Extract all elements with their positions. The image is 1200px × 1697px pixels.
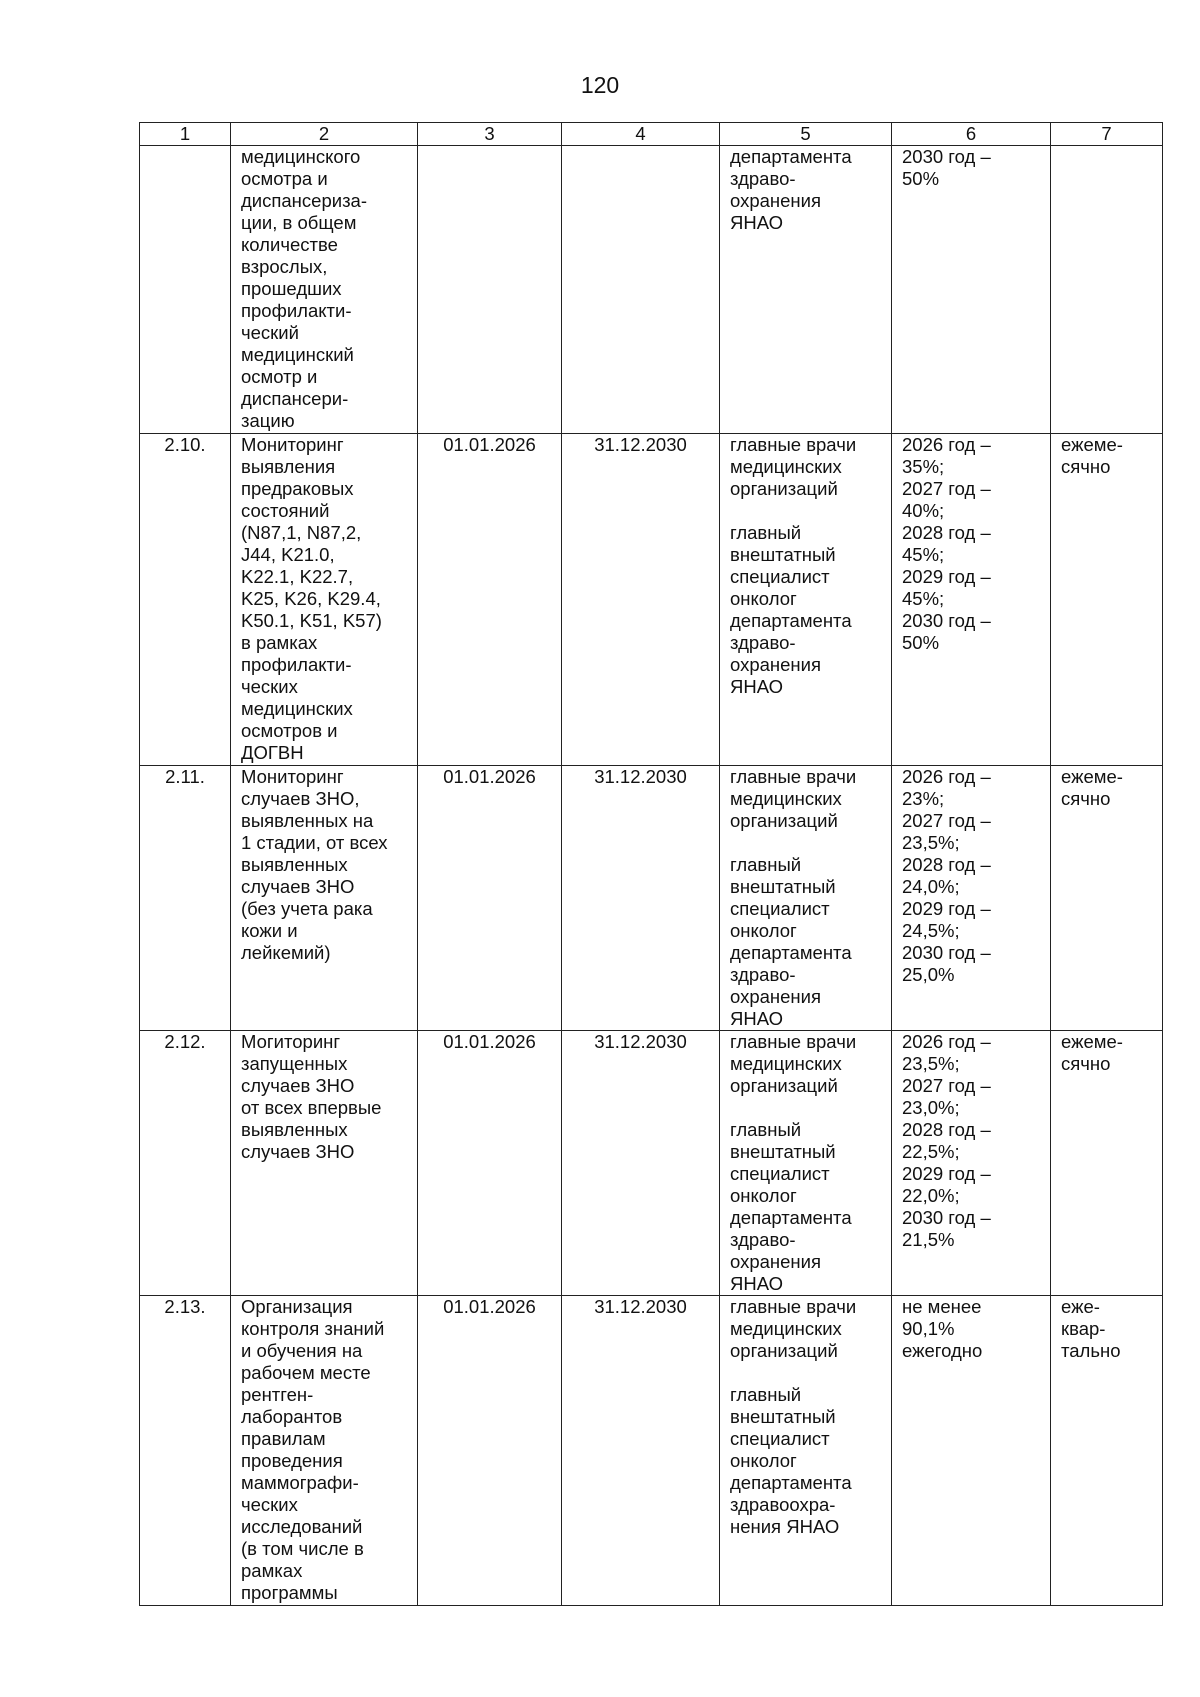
item-number-cell: 2.13. xyxy=(140,1296,231,1606)
frequency-cell: ежеме- сячно xyxy=(1051,766,1163,1031)
responsible-cell: главные врачи медицинских организаций главный внештатный специалист онколог департамента здраво- охранения ЯНАО xyxy=(720,434,892,766)
column-number-header: 6 xyxy=(892,123,1051,146)
frequency-cell: ежеме- сячно xyxy=(1051,434,1163,766)
target-value-cell: 2030 год – 50% xyxy=(892,146,1051,434)
item-name-cell: Могиторинг запущенных случаев ЗНО от всех впервые выявленных случаев ЗНО xyxy=(231,1031,418,1296)
end-date-cell: 31.12.2030 xyxy=(562,1296,720,1606)
column-number-header: 1 xyxy=(140,123,231,146)
item-name-cell: медицинского осмотра и диспансериза- ции, в общем количестве взрослых, прошедших профилакти- ческий медицинский осмотр и диспансери- зацию xyxy=(231,146,418,434)
responsible-cell: департамента здраво- охранения ЯНАО xyxy=(720,146,892,434)
end-date-cell: 31.12.2030 xyxy=(562,1031,720,1296)
target-value-cell: 2026 год – 23%; 2027 год – 23,5%; 2028 год – 24,0%; 2029 год – 24,5%; 2030 год – 25,0% xyxy=(892,766,1051,1031)
table-row xyxy=(140,146,1163,434)
end-date-cell: 31.12.2030 xyxy=(562,766,720,1031)
end-date-cell: 31.12.2030 xyxy=(562,434,720,766)
frequency-cell: ежеме- сячно xyxy=(1051,1031,1163,1296)
column-number-header: 7 xyxy=(1051,123,1163,146)
item-number-cell: 2.11. xyxy=(140,766,231,1031)
frequency-cell: еже- квар- тально xyxy=(1051,1296,1163,1606)
item-number-cell: 2.10. xyxy=(140,434,231,766)
item-name-cell: Мониторинг случаев ЗНО, выявленных на 1 стадии, от всех выявленных случаев ЗНО (без учета рака кожи и лейкемий) xyxy=(231,766,418,1031)
start-date-cell: 01.01.2026 xyxy=(418,1296,562,1606)
column-number-header: 4 xyxy=(562,123,720,146)
frequency-cell xyxy=(1051,146,1163,434)
target-value-cell: 2026 год – 23,5%; 2027 год – 23,0%; 2028 год – 22,5%; 2029 год – 22,0%; 2030 год – 21,5% xyxy=(892,1031,1051,1296)
item-number-cell: 2.12. xyxy=(140,1031,231,1296)
plan-table xyxy=(139,122,1163,1606)
start-date-cell xyxy=(418,146,562,434)
target-value-cell: не менее 90,1% ежегодно xyxy=(892,1296,1051,1606)
end-date-cell xyxy=(562,146,720,434)
item-number-cell xyxy=(140,146,231,434)
item-name-cell: Организация контроля знаний и обучения на рабочем месте рентген- лаборантов правилам проведения маммографи- ческих исследований (в том числе в рамках программы xyxy=(231,1296,418,1606)
responsible-cell: главные врачи медицинских организаций главный внештатный специалист онколог департамента здраво- охранения ЯНАО xyxy=(720,1031,892,1296)
table-row xyxy=(140,1031,1163,1296)
start-date-cell: 01.01.2026 xyxy=(418,766,562,1031)
responsible-cell: главные врачи медицинских организаций главный внештатный специалист онколог департамента здравоохра- нения ЯНАО xyxy=(720,1296,892,1606)
table-row xyxy=(140,434,1163,766)
start-date-cell: 01.01.2026 xyxy=(418,434,562,766)
table-row xyxy=(140,766,1163,1031)
column-number-header: 3 xyxy=(418,123,562,146)
table-row xyxy=(140,1296,1163,1606)
table-header-row xyxy=(140,123,1163,146)
page-number: 120 xyxy=(580,72,620,98)
target-value-cell: 2026 год – 35%; 2027 год – 40%; 2028 год – 45%; 2029 год – 45%; 2030 год – 50% xyxy=(892,434,1051,766)
item-name-cell: Мониторинг выявления предраковых состояний (N87,1, N87,2, J44, K21.0, K22.1, K22.7, K25, K26, K29.4, K50.1, K51, K57) в рамках профилакти- ческих медицинских осмотров и ДОГВН xyxy=(231,434,418,766)
column-number-header: 5 xyxy=(720,123,892,146)
start-date-cell: 01.01.2026 xyxy=(418,1031,562,1296)
responsible-cell: главные врачи медицинских организаций главный внештатный специалист онколог департамента здраво- охранения ЯНАО xyxy=(720,766,892,1031)
column-number-header: 2 xyxy=(231,123,418,146)
